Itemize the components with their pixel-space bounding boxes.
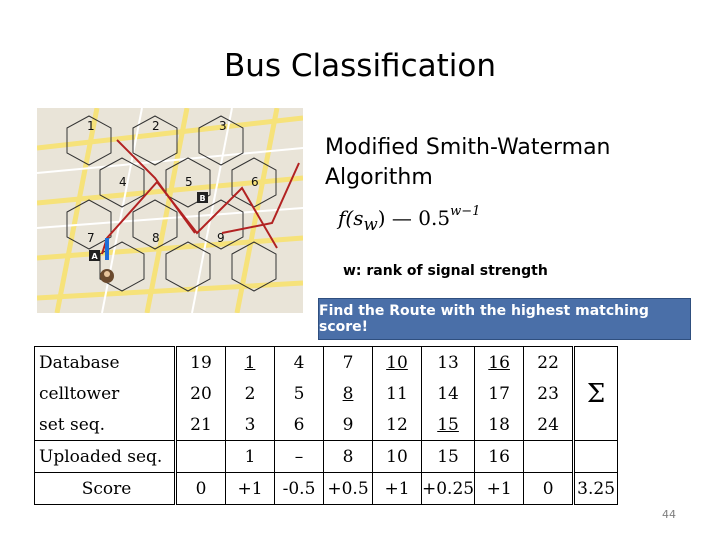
formula-operator: — [391,206,412,230]
table-cell: 8 [324,378,373,409]
row-label: Uploaded seq. [35,441,176,473]
algorithm-line-1: Modified Smith-Waterman [325,135,611,160]
formula-exponent: w−1 [450,204,481,220]
table-cell: 17 [475,378,524,409]
table-cell: 10 [373,441,422,473]
score-cell: 0 [176,473,226,505]
rank-note: w: rank of signal strength [343,263,548,279]
row-label: Database [35,347,176,379]
formula-lhs: f(s [338,206,364,230]
table-cell: 9 [324,409,373,441]
callout-box: Find the Route with the highest matching score! [318,298,691,340]
table-row [35,378,618,409]
table-cell: 21 [190,414,212,435]
total-score: 3.25 [574,473,618,505]
table-cell: 15 [422,409,475,441]
cell-label-3: 3 [219,119,227,133]
formula-paren: ) [377,206,386,230]
score-cell: +1 [475,473,524,505]
formula-base: 0.5 [418,206,451,230]
row-label: Score [35,473,176,505]
table-row [35,441,618,473]
table-cell: 20 [190,383,212,404]
table-cell: 22 [524,347,574,379]
cell-tower-map [37,108,303,313]
cell-label-8: 8 [152,231,160,245]
table-cell: 8 [324,441,373,473]
sum-symbol: Σ [574,347,618,441]
marker-a-label: A [91,252,98,261]
cell-label-1: 1 [87,119,95,133]
cell-label-5: 5 [185,175,193,189]
table-cell [524,441,574,473]
table-cell: 23 [524,378,574,409]
marker-b-label: B [199,194,206,203]
table-cell: 7 [324,347,373,379]
table-cell: 16 [475,441,524,473]
table-cell: 24 [524,409,574,441]
table-cell: 15 [422,441,475,473]
score-cell: 0 [524,473,574,505]
cell-label-2: 2 [152,119,160,133]
table-cell: 10 [373,347,422,379]
score-cell: +1 [226,473,275,505]
table-cell: 1 [226,441,275,473]
table-row [35,473,618,505]
table-row [35,347,618,379]
score-cell: +1 [373,473,422,505]
cell-label-7: 7 [87,231,95,245]
table-cell [176,441,226,473]
page-number: 44 [662,508,676,521]
score-cell: +0.5 [324,473,373,505]
table-cell: – [275,441,324,473]
sum-empty [574,441,618,473]
table-cell: 3 [226,409,275,441]
table-cell: 16 [475,347,524,379]
cell-label-4: 4 [119,175,127,189]
formula [338,206,480,234]
score-cell: -0.5 [275,473,324,505]
table-cell: 2 [226,378,275,409]
table-cell: 12 [373,409,422,441]
table-row [35,409,618,441]
table-cell: 19 [176,347,226,379]
row-label: celltower [35,378,176,409]
row-label: set seq. [35,409,176,441]
cell-label-6: 6 [251,175,259,189]
cell-label-9: 9 [217,231,225,245]
table-cell: 1 [226,347,275,379]
table-cell: 18 [475,409,524,441]
formula-subscript: w [363,215,378,234]
table-cell: 11 [373,378,422,409]
algorithm-heading [325,133,655,193]
table-cell: 13 [422,347,475,379]
table-cell: 6 [275,409,324,441]
algorithm-line-2: Algorithm [325,165,433,190]
table-cell: 4 [275,347,324,379]
matching-table [34,346,618,505]
table-cell: 5 [275,378,324,409]
slide-title: Bus Classification [223,48,497,84]
table-cell: 14 [422,378,475,409]
score-cell: +0.25 [422,473,475,505]
